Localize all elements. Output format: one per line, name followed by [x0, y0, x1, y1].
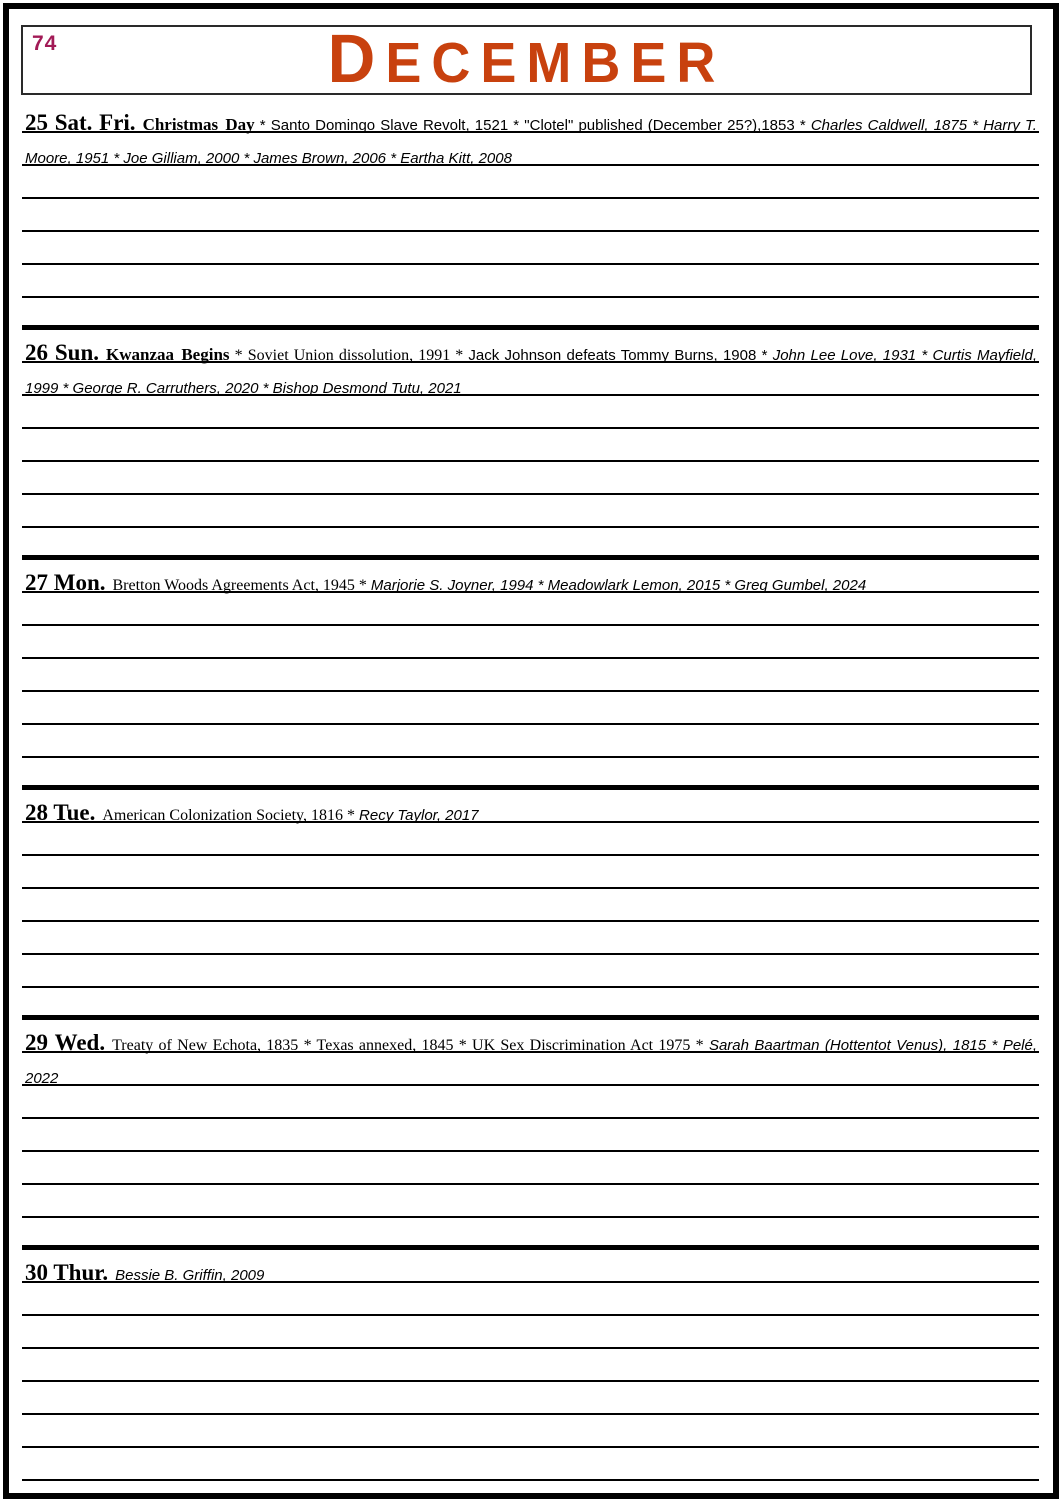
ruled-lines — [22, 100, 1039, 298]
date-label: 25 Sat. Fri. — [25, 110, 136, 135]
entry-segment: Charles Caldwell, 1875 * Harry T. Moore, 1951 * Joe Gilliam, 2000 * James Brown, 2006 * Eartha Kitt, 2008 — [25, 117, 1037, 167]
ruled-lines — [22, 1250, 1039, 1481]
entry-segment: Bessie B. Griffin, 2009 — [115, 1267, 265, 1284]
entry-section-30 — [22, 1250, 1039, 1481]
entries — [22, 100, 1039, 1481]
entry-section-27 — [22, 560, 1039, 790]
entry-section-29 — [22, 1020, 1039, 1250]
date-label: 27 Mon. — [25, 570, 106, 595]
entry-segment: Sarah Baartman (Hottentot Venus), 1815 * Pelé, 2022 — [25, 1037, 1038, 1087]
entry-segment: * Santo Domingo Slave Revolt, 1521 * "Clotel" published (December 25?),1853 * — [254, 117, 811, 134]
row-gap — [22, 988, 1039, 1015]
entry-heading — [22, 566, 1039, 602]
page-border — [3, 3, 1059, 1499]
entry-heading — [22, 796, 1039, 832]
entry-segment: Recy Taylor, 2017 — [359, 807, 479, 824]
entry-heading — [22, 336, 1039, 405]
entry-segment: John Lee Love, 1931 * Curtis Mayfield, 1999 * George R. Carruthers, 2020 * Bishop Desmond Tutu, 2021 — [25, 347, 1037, 397]
entry-section-25 — [22, 100, 1039, 330]
entry-section-26 — [22, 330, 1039, 560]
date-label: 28 Tue. — [25, 800, 96, 825]
date-label: 29 Wed. — [25, 1030, 106, 1055]
date-label: 26 Sun. — [25, 340, 99, 365]
date-label: 30 Thur. — [25, 1260, 109, 1285]
row-gap — [22, 1218, 1039, 1245]
entry-segment: Bretton Woods Agreements Act, 1945 * — [112, 577, 371, 594]
ruled-lines — [22, 560, 1039, 758]
entry-segment: Jack Johnson defeats Tommy Burns, 1908 * — [468, 347, 773, 364]
row-gap — [22, 758, 1039, 785]
header-box — [21, 19, 1032, 97]
entry-heading — [22, 1026, 1039, 1095]
month-title: DECEMBER — [327, 19, 726, 97]
entry-segment: * Soviet Union dissolution, 1991 * — [229, 347, 469, 364]
ruled-lines — [22, 790, 1039, 988]
ruled-lines — [22, 330, 1039, 528]
ruled-lines — [22, 1020, 1039, 1218]
entry-heading — [22, 1256, 1039, 1292]
row-gap — [22, 298, 1039, 325]
entry-section-28 — [22, 790, 1039, 1020]
row-gap — [22, 528, 1039, 555]
page-number: 74 — [32, 32, 58, 55]
entry-segment: Treaty of New Echota, 1835 * Texas annexed, 1845 * UK Sex Discrimination Act 1975 * — [112, 1037, 709, 1054]
entry-segment: Kwanzaa Begins — [105, 345, 230, 364]
entry-heading — [22, 106, 1039, 175]
entry-segment: Marjorie S. Joyner, 1994 * Meadowlark Lemon, 2015 * Greg Gumbel, 2024 — [370, 577, 867, 594]
entry-segment: American Colonization Society, 1816 * — [102, 807, 360, 824]
entry-segment: Christmas Day — [142, 115, 255, 134]
